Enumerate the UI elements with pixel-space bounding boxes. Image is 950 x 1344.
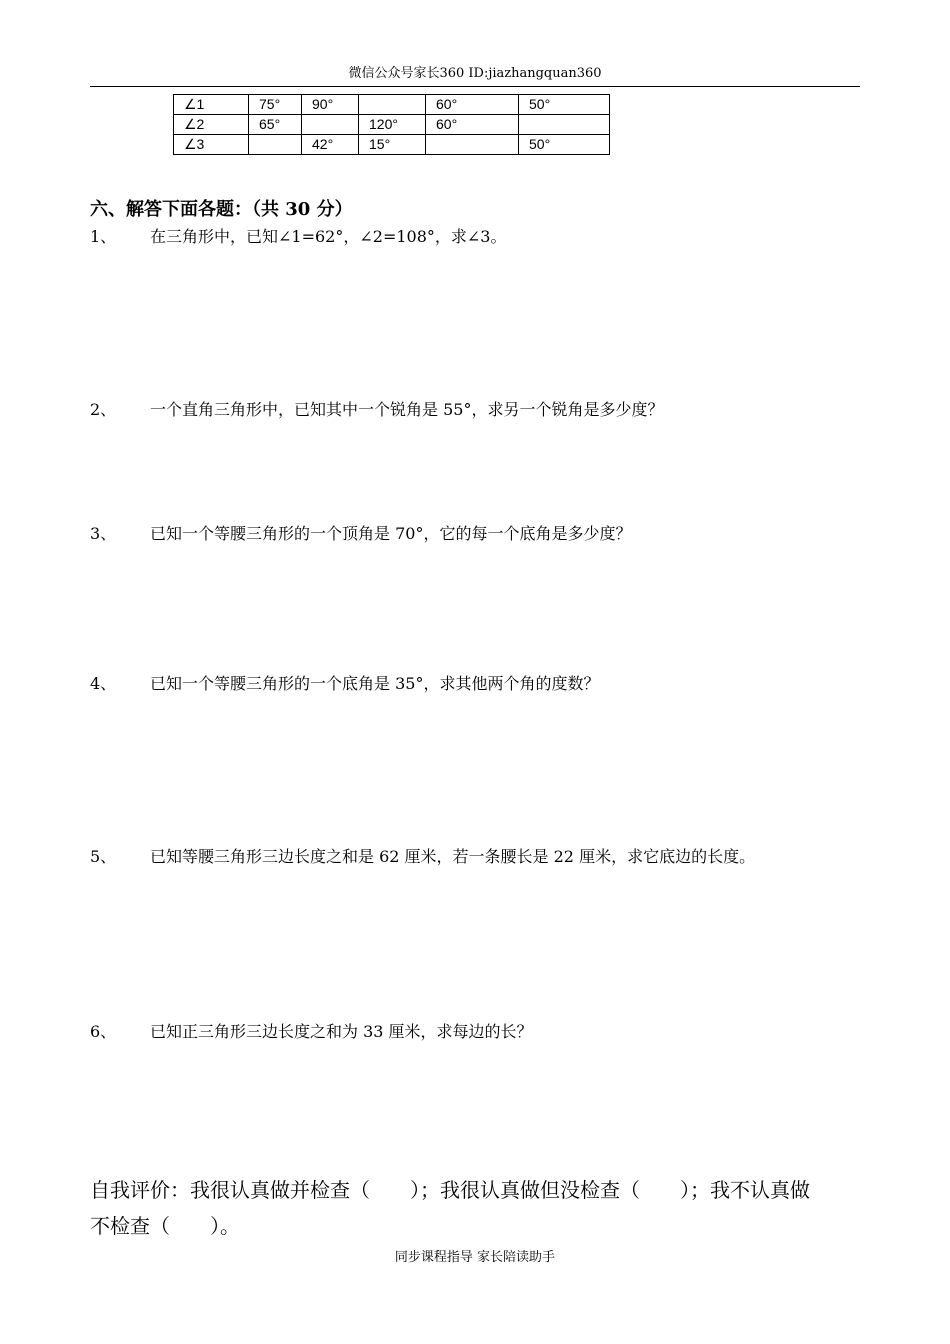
table-cell: 60° [426,95,519,115]
table-cell: ∠2 [174,115,249,135]
table-cell [359,95,426,115]
angle-table [173,94,610,155]
table-cell: 75° [249,95,302,115]
question-number: 2、 [90,400,117,419]
self-evaluation-line: 自我评价：我很认真做并检查（ ）；我很认真做但没检查（ ）；我不认真做 [90,1178,810,1202]
table-cell [249,135,302,155]
table-row [174,115,610,135]
section-title: 六、解答下面各题：（共 30 分） [90,199,353,220]
question-text: 已知一个等腰三角形的一个顶角是 70°，它的每一个底角是多少度？ [150,524,632,543]
question-text: 已知一个等腰三角形的一个底角是 35°，求其他两个角的度数？ [150,674,600,693]
table-cell: 90° [302,95,359,115]
question-6 [90,1021,860,1043]
question-text: 已知正三角形三边长度之和为 33 厘米，求每边的长？ [150,1022,533,1041]
page-footer: 同步课程指导 家长陪读助手 [394,1250,556,1265]
table-row [174,95,610,115]
table-row [174,135,610,155]
question-5 [90,846,860,868]
table-cell [302,115,359,135]
table-cell: 50° [519,95,610,115]
question-number: 3、 [90,524,117,543]
question-text: 一个直角三角形中，已知其中一个锐角是 55°，求另一个锐角是多少度？ [150,400,664,419]
question-number: 6、 [90,1022,117,1041]
question-2 [90,399,860,421]
self-evaluation-line: 不检查（ ）。 [90,1214,240,1238]
question-1 [90,226,860,248]
table-cell: 15° [359,135,426,155]
table-cell: 120° [359,115,426,135]
table-cell: ∠3 [174,135,249,155]
table-cell: 50° [519,135,610,155]
question-number: 5、 [90,847,117,866]
question-4 [90,673,860,695]
table-cell: 65° [249,115,302,135]
question-text: 已知等腰三角形三边长度之和是 62 厘米，若一条腰长是 22 厘米，求它底边的长度。 [150,847,756,866]
self-evaluation [90,1172,865,1244]
table-cell: 42° [302,135,359,155]
question-text: 在三角形中，已知∠1=62°，∠2=108°，求∠3。 [150,227,507,246]
question-3 [90,523,860,545]
table-cell: ∠1 [174,95,249,115]
table-cell [519,115,610,135]
question-number: 4、 [90,674,117,693]
table-cell [426,135,519,155]
question-number: 1、 [90,227,117,246]
table-cell: 60° [426,115,519,135]
page-header: 微信公众号家长360 ID:jiazhangquan360 [348,66,602,81]
header-divider [90,86,860,87]
